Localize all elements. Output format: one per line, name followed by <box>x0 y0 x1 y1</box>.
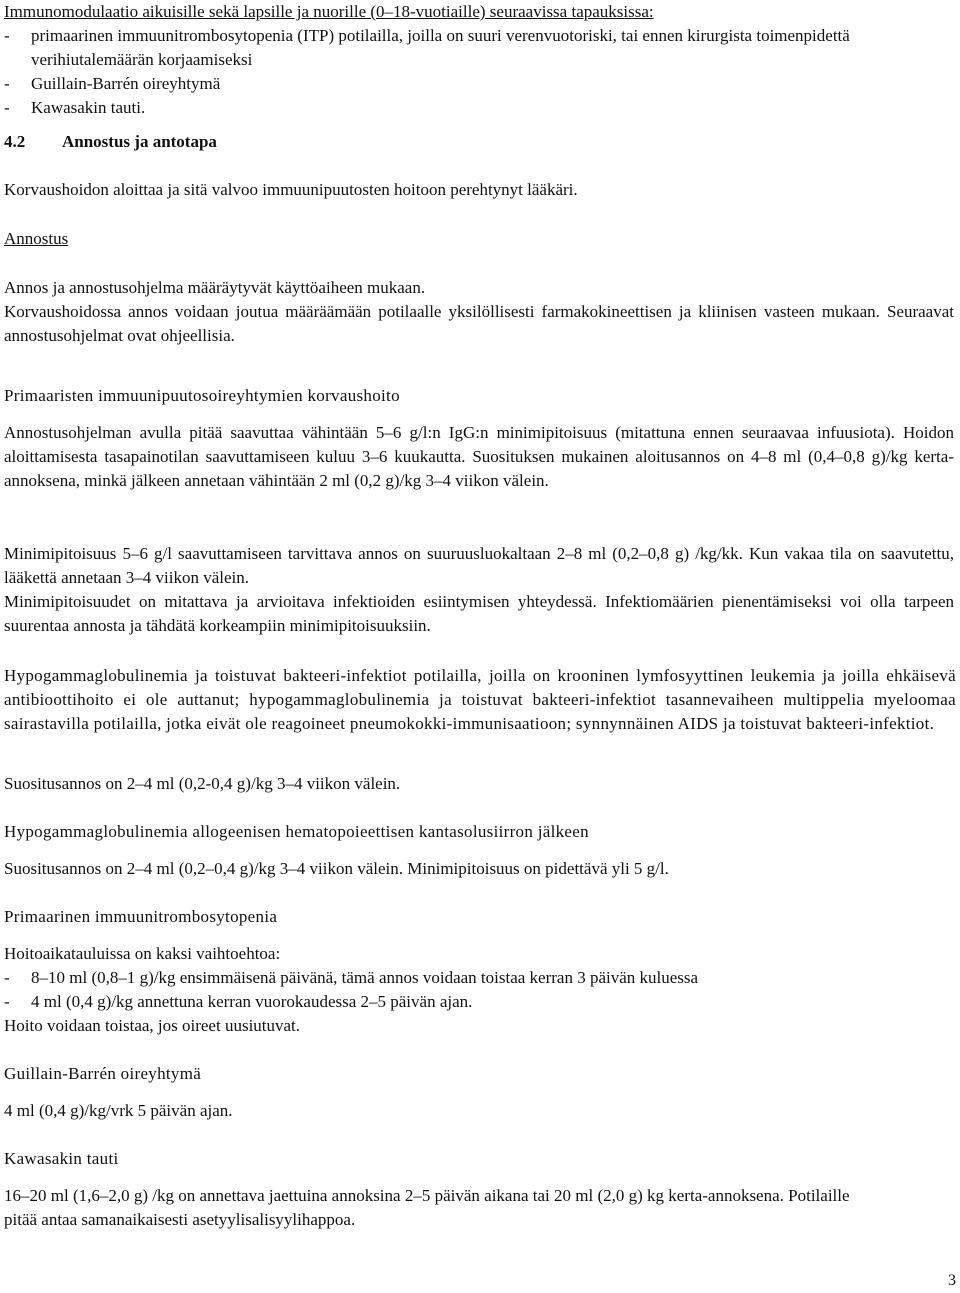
intro-heading: Immunomodulaatio aikuisille sekä lapsille ja nuorille (0–18-vuotiaille) seuraavissa tapauksissa: <box>4 2 654 21</box>
intro-list <box>4 24 952 120</box>
dash: - <box>4 26 10 45</box>
list-item: - primaarinen immuunitrombosytopenia (ITP) potilailla, joilla on suuri verenvuotoriski, tai ennen kirurgista toimenpidettä verihiutalemäärän korjaamiseksi <box>4 26 850 69</box>
section-heading-4-2 <box>4 130 217 154</box>
cll-dose: Suositusannos on 2–4 ml (0,2-0,4 g)/kg 3–4 viikon välein. <box>4 774 401 793</box>
pid-p2: Minimipitoisuus 5–6 g/l saavuttamiseen tarvittava annos on suuruusluokaltaan 2–8 ml (0,2–0,8 g) /kg/kk. Kun vakaa tila on saavutettu, lääkettä annetaan 3–4 viikon välein. <box>4 544 954 587</box>
dash: - <box>4 98 10 117</box>
hsct-heading: Hypogammaglobulinemia allogeenisen hematopoieettisen kantasolusiirron jälkeen <box>4 822 589 841</box>
dash: - <box>4 74 10 93</box>
itp-intro: Hoitoaikatauluissa on kaksi vaihtoehtoa: <box>4 944 281 963</box>
annostus-heading: Annostus <box>4 229 69 248</box>
annostus-p2: Korvaushoidossa annos voidaan joutua määräämään potilaalle yksilöllisesti farmakokineettisen ja kliinisen vasteen mukaan. Seuraavat annostusohjelmat ovat ohjeellisia. <box>4 302 954 345</box>
kawasaki-dose: 16–20 ml (1,6–2,0 g) /kg on annettava jaettuina annoksina 2–5 päivän aikana tai 20 ml (2,0 g) kg kerta-annoksena. Potilaille pitää antaa samanaikaisesti asetyylisalisyylihappoa. <box>4 1186 850 1229</box>
page-number: 3 <box>948 1272 956 1289</box>
itp-heading: Primaarinen immuunitrombosytopenia <box>4 907 278 926</box>
kawasaki-heading: Kawasakin tauti <box>4 1149 119 1168</box>
section-intro: Korvaushoidon aloittaa ja sitä valvoo immuunipuutosten hoitoon perehtynyt lääkäri. <box>4 180 578 199</box>
list-item: - 8–10 ml (0,8–1 g)/kg ensimmäisenä päivänä, tämä annos voidaan toistaa kerran 3 päivän kuluessa <box>4 966 952 990</box>
gbs-heading: Guillain-Barrén oireyhtymä <box>4 1064 202 1083</box>
list-item: - Kawasakin tauti. <box>4 96 952 120</box>
list-item: - Guillain-Barrén oireyhtymä <box>4 72 952 96</box>
dash: - <box>4 992 10 1011</box>
itp-outro: Hoito voidaan toistaa, jos oireet uusiutuvat. <box>4 1016 301 1035</box>
dash: - <box>4 968 10 987</box>
annostus-p1: Annos ja annostusohjelma määräytyvät käyttöaiheen mukaan. <box>4 278 426 297</box>
pid-p3: Minimipitoisuudet on mitattava ja arvioitava infektioiden esiintymisen yhteydessä. Infektiomäärien pienentämiseksi voi olla tarpeen suurentaa annosta ja tähdätä korkeampiin minimipitoisuuksiin. <box>4 592 954 635</box>
section-title: Annostus ja antotapa <box>62 132 217 151</box>
section-number: 4.2 <box>4 132 26 151</box>
hsct-dose: Suositusannos on 2–4 ml (0,2–0,4 g)/kg 3–4 viikon välein. Minimipitoisuus on pidettävä yli 5 g/l. <box>4 859 669 878</box>
cll-heading: Hypogammaglobulinemia ja toistuvat bakteeri-infektiot potilailla, joilla on krooninen lymfosyyttinen leukemia ja joilla ehkäisevä antibioottihoito ei ole auttanut; hypogammaglobulinemia ja toistuvat bakteeri-infektiot tasannevaiheen multippelia myeloomaa sairastavilla potilailla, jotka eivät ole reagoineet pneumokokki-immunisaatioon; synnynnäinen AIDS ja toistuvat bakteeri-infektiot. <box>4 666 956 733</box>
list-item: - 4 ml (0,4 g)/kg annettuna kerran vuorokaudessa 2–5 päivän ajan. <box>4 990 952 1014</box>
pid-p1: Annostusohjelman avulla pitää saavuttaa vähintään 5–6 g/l:n IgG:n minimipitoisuus (mitattuna ennen seuraavaa infuusiota). Hoidon aloittamisesta tasapainotilan saavuttamiseen kuluu 3–6 kuukautta. Suosituksen mukainen aloitusannos on 4–8 ml (0,4–0,8 g)/kg kerta-annoksena, minkä jälkeen annetaan vähintään 2 ml (0,2 g)/kg 3–4 viikon välein. <box>4 423 954 490</box>
gbs-dose: 4 ml (0,4 g)/kg/vrk 5 päivän ajan. <box>4 1101 233 1120</box>
itp-list <box>4 966 952 1014</box>
pid-heading: Primaaristen immuunipuutosoireyhtymien korvaushoito <box>4 386 400 405</box>
